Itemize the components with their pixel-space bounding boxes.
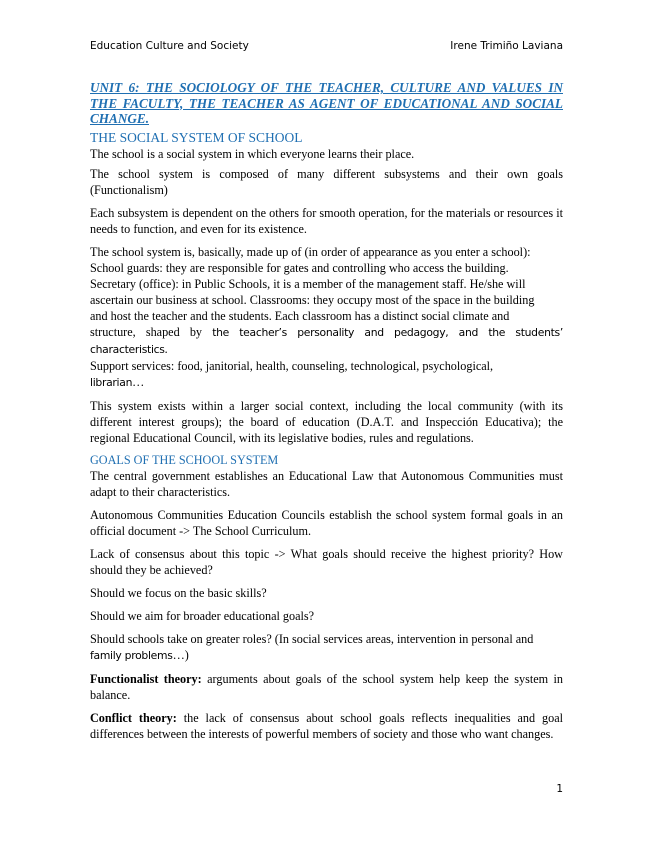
page-content: [90, 80, 563, 749]
term-label: Conflict theory:: [90, 710, 177, 725]
paragraph: Lack of consensus about this topic -> What goals should receive the highest priority? How should they be achieved?: [90, 546, 563, 577]
section-heading-goals: GOALS OF THE SCHOOL SYSTEM: [90, 452, 279, 467]
text-line: The school system is, basically, made up of (in order of appearance as you enter a school):: [90, 244, 531, 259]
paragraph-school-components: [90, 244, 563, 391]
paragraph: This system exists within a larger social context, including the local community (with its different interest groups); the board of education (D.A.T. and Inspección Educativa); the regional Educational Council, with its legislative bodies, rules and regulations.: [90, 398, 563, 445]
paragraph: Autonomous Communities Education Councils establish the school system formal goals in an official document -> The School Curriculum.: [90, 507, 563, 538]
text-line: Should schools take on greater roles? (In social services areas, intervention in personal and: [90, 631, 534, 646]
paragraph-greater-roles: [90, 631, 563, 664]
paragraph-functionalist-theory: [90, 671, 563, 703]
header-course-title: Education Culture and Society: [90, 40, 249, 52]
term-label: Functionalist theory:: [90, 671, 202, 686]
term-definition: arguments about goals of the school system help keep the system in balance.: [90, 671, 564, 702]
paragraph: The central government establishes an Educational Law that Autonomous Communities must adapt to their characteristics.: [90, 468, 563, 499]
text-line: and host the teacher and the students. Each classroom has a distinct social climate and: [90, 308, 510, 323]
paragraph: The school is a social system in which everyone learns their place.: [90, 146, 415, 161]
paragraph: Should we aim for broader educational goals?: [90, 608, 315, 623]
section-heading-social-system: THE SOCIAL SYSTEM OF SCHOOL: [90, 129, 303, 145]
header-author: Irene Trimiño Laviana: [450, 40, 563, 52]
text-line: Secretary (office): in Public Schools, it is a member of the management staff. He/she will: [90, 276, 526, 291]
page-number: 1: [556, 783, 563, 795]
paragraph: Each subsystem is dependent on the others for smooth operation, for the materials or resources it needs to function, and even for its existence.: [90, 205, 563, 236]
page-header: [90, 40, 563, 56]
paragraph: Should we focus on the basic skills?: [90, 585, 267, 600]
paragraph: The school system is composed of many different subsystems and their own goals (Functionalism): [90, 166, 563, 197]
text-line: School guards: they are responsible for gates and controlling who access the building.: [90, 260, 509, 275]
text-line: structure, shaped by the teacher’s personality and pedagogy, and the students’ characteristics.: [90, 324, 564, 356]
unit-title: UNIT 6: THE SOCIOLOGY OF THE TEACHER, CULTURE AND VALUES IN THE FACULTY, THE TEACHER AS AGENT OF EDUCATIONAL AND SOCIAL CHANGE.: [90, 80, 563, 126]
term-definition: the lack of consensus about school goals reflects inequalities and goal differences between the interests of powerful members of society and those who want changes.: [90, 710, 564, 741]
text-line: family problems…): [90, 647, 189, 662]
text-line: Support services: food, janitorial, health, counseling, technological, psychological,: [90, 358, 494, 373]
text-line: librarian…: [90, 374, 145, 389]
paragraph-conflict-theory: [90, 710, 563, 742]
text-line: ascertain our business at school. Classrooms: they occupy most of the space in the building: [90, 292, 535, 307]
